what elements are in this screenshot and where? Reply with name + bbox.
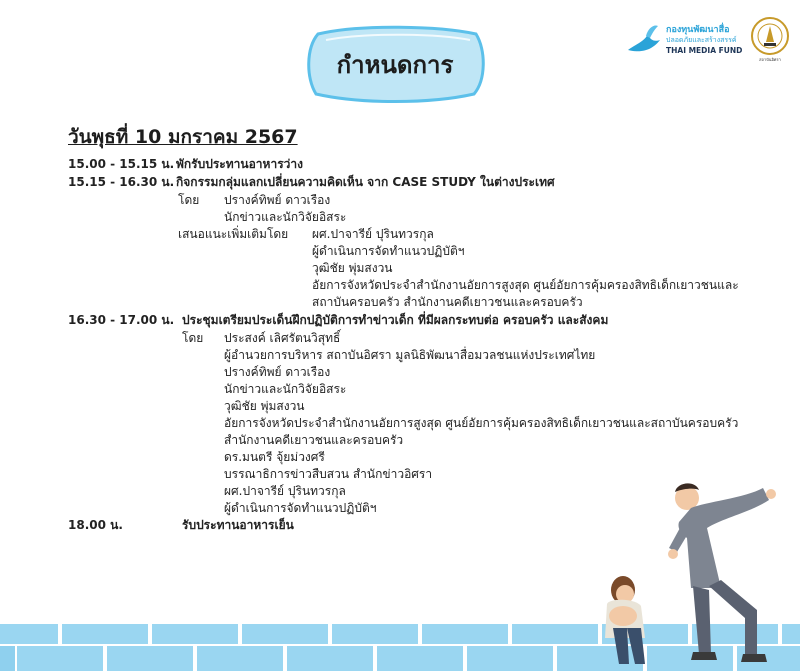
speaker-line: นักข่าวและนักวิจัยอิสระ (224, 210, 347, 224)
speaker-line: ผศ.ปาจารีย์ ปุรินทวรกุล (312, 227, 434, 241)
speaker-line: นักข่าวและนักวิจัยอิสระ (224, 382, 347, 396)
speaker-line: ผู้ดำเนินการจัดทำแนวปฏิบัติฯ (224, 501, 377, 515)
session-title: รับประทานอาหารเย็น (182, 518, 294, 532)
seal-label: สถาบันอิศรา (759, 57, 781, 62)
illustration-adult-child (595, 478, 795, 668)
speaker-line: ผู้ดำเนินการจัดทำแนวปฏิบัติฯ (312, 244, 465, 258)
logo-name: กองทุนพัฒนาสื่อ (666, 25, 730, 35)
session-time: 18.00 น. (68, 518, 123, 532)
child-figure (605, 576, 645, 664)
speaker-line: ปรางค์ทิพย์ ดาวเรือง (224, 193, 331, 207)
adult-figure (668, 483, 776, 662)
logo-english: THAI MEDIA FUND (666, 46, 743, 55)
page-title: กำหนดการ (336, 50, 454, 79)
schedule-date: วันพุธที่ 10 มกราคม 2567 (68, 126, 298, 148)
speaker-line: สถาบันครอบครัว สำนักงานคดีเยาวชนและครอบครัว (312, 295, 583, 309)
session-title: พักรับประทานอาหารว่าง (176, 157, 303, 171)
thai-media-fund-logo (626, 20, 741, 60)
session-title: ประชุมเตรียมประเด็นฝึกปฏิบัติการทำข่าวเด็ก ที่มีผลกระทบต่อ ครอบครัว และสังคม (182, 313, 609, 327)
speaker-line: ผศ.ปาจารีย์ ปุรินทวรกุล (224, 484, 346, 498)
isra-seal-logo (750, 16, 790, 64)
speaker-line: อัยการจังหวัดประจำสำนักงานอัยการสูงสุด ศูนย์อัยการคุ้มครองสิทธิเด็กเยาวชนและ (312, 278, 739, 292)
speaker-line: อัยการจังหวัดประจำสำนักงานอัยการสูงสุด ศูนย์อัยการคุ้มครองสิทธิเด็กเยาวชนและสถาบันครอบครัว (224, 416, 739, 430)
session-title: กิจกรรมกลุ่มแลกเปลี่ยนความคิดเห็น จาก CASE STUDY ในต่างประเทศ (176, 175, 555, 189)
by-label: โดย (182, 331, 204, 345)
speaker-line: สำนักงานคดีเยาวชนและครอบครัว (224, 433, 404, 447)
extra-label: เสนอแนะเพิ่มเติมโดย (178, 227, 289, 241)
by-label: โดย (178, 193, 200, 207)
session-time: 15.00 - 15.15 น. (68, 157, 175, 171)
session-time: 16.30 - 17.00 น. (68, 313, 175, 327)
bird-icon (626, 22, 662, 58)
speaker-line: บรรณาธิการข่าวสืบสวน สำนักข่าวอิศรา (224, 467, 433, 481)
seal-icon (750, 16, 790, 56)
session-time: 15.15 - 16.30 น. (68, 175, 175, 189)
title-badge (300, 20, 490, 108)
logo-subtitle: ปลอดภัยและสร้างสรรค์ (666, 36, 737, 44)
speaker-line: ดร.มนตรี จุ้ยม่วงศรี (224, 450, 325, 464)
speaker-line: วุฒิชัย พุ่มสงวน (224, 399, 305, 413)
speaker-line: ประสงค์ เลิศรัตนวิสุทธิ์ (224, 331, 341, 345)
speaker-line: วุฒิชัย พุ่มสงวน (312, 261, 393, 275)
speaker-line: ปรางค์ทิพย์ ดาวเรือง (224, 365, 331, 379)
speaker-line: ผู้อำนวยการบริหาร สถาบันอิศรา มูลนิธิพัฒนาสื่อมวลชนแห่งประเทศไทย (224, 348, 596, 362)
